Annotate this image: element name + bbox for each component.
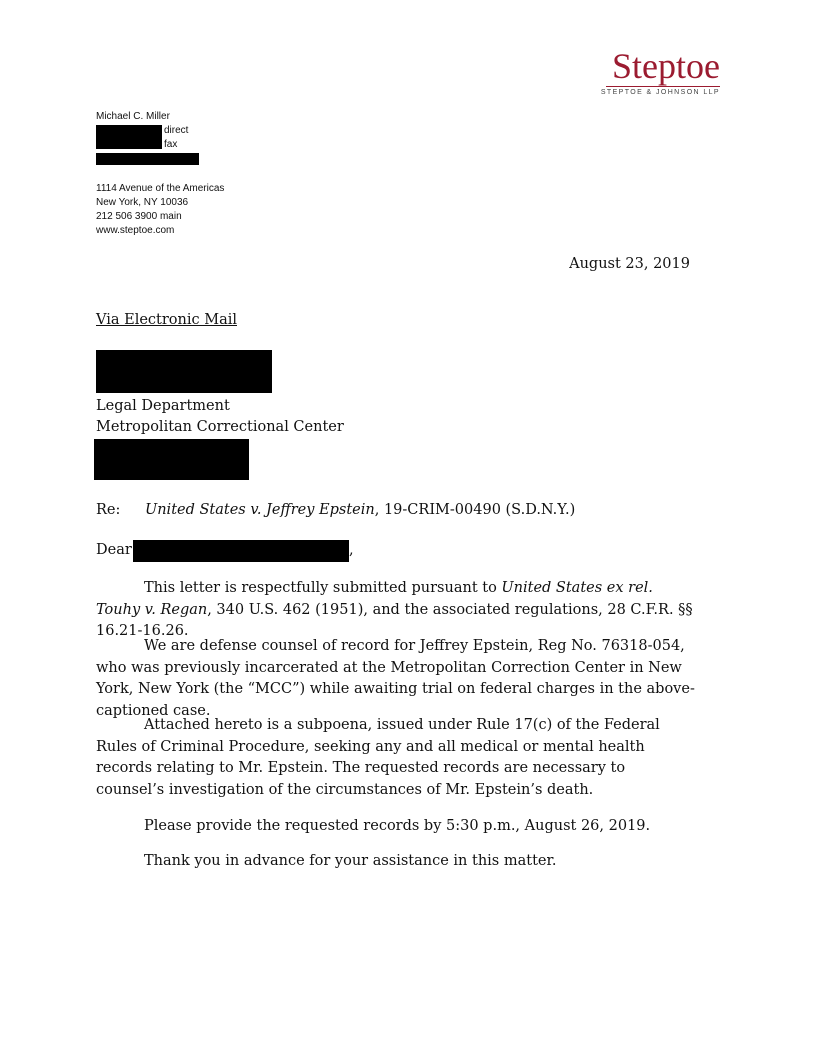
salutation-comma: ,: [349, 542, 354, 558]
case-number: , 19-CRIM-00490 (S.D.N.Y.): [374, 502, 576, 518]
redaction-recipient-name: [96, 350, 272, 393]
re-subject: [145, 502, 575, 518]
redaction-sender-email: [96, 153, 199, 165]
body-paragraph-5: Thank you in advance for your assistance in this matter.: [144, 853, 557, 869]
redaction-sender-phone: [96, 125, 162, 149]
recipient-block: [96, 396, 344, 438]
delivery-method: Via Electronic Mail: [96, 312, 237, 328]
body-paragraph-1: This letter is respectfully submitted pursuant to United States ex rel. Touhy v. Regan, 340 U.S. 462 (1951), and the associated regulations, 28 C.F.R. §§ 16.21-16.26.: [96, 580, 693, 639]
address-website: www.steptoe.com: [96, 225, 175, 236]
sender-name: Michael C. Miller: [96, 111, 170, 122]
salutation: Dear: [96, 542, 132, 558]
address-street: 1114 Avenue of the Americas: [96, 183, 225, 194]
direct-label: direct: [164, 125, 189, 136]
body-paragraph-2: We are defense counsel of record for Jeffrey Epstein, Reg No. 76318-054, who was previously incarcerated at the Metropolitan Correction Center in New York, New York (the “MCC”) while awaiting trial on federal charges in the above-captioned case.: [96, 638, 695, 719]
logo-rule: [606, 86, 720, 87]
re-label: Re:: [96, 502, 121, 518]
redaction-salutation-name: [133, 540, 349, 562]
case-citation: United States ex rel. Touhy v. Regan: [96, 580, 653, 618]
redaction-recipient-address: [94, 439, 249, 480]
recipient-department: Legal Department: [96, 398, 230, 414]
body-paragraph-4: Please provide the requested records by 5:30 p.m., August 26, 2019.: [144, 818, 651, 834]
body-paragraph-3: Attached hereto is a subpoena, issued under Rule 17(c) of the Federal Rules of Criminal Procedure, seeking any and all medical or mental health records relating to Mr. Epstein. The requested records are necessary to counsel’s investigation of the circumstances of Mr. Epstein’s death.: [96, 717, 660, 798]
logo-subtitle: STEPTOE & JOHNSON LLP: [600, 89, 720, 96]
address-phone: 212 506 3900 main: [96, 211, 182, 222]
case-name: United States v. Jeffrey Epstein: [145, 502, 375, 518]
firm-logo: [596, 48, 720, 96]
address-city: New York, NY 10036: [96, 197, 189, 208]
fax-label: fax: [164, 139, 178, 150]
recipient-institution: Metropolitan Correctional Center: [96, 419, 344, 435]
logo-wordmark: Steptoe: [612, 46, 720, 86]
letter-date: August 23, 2019: [569, 256, 690, 272]
office-address: [96, 182, 224, 238]
